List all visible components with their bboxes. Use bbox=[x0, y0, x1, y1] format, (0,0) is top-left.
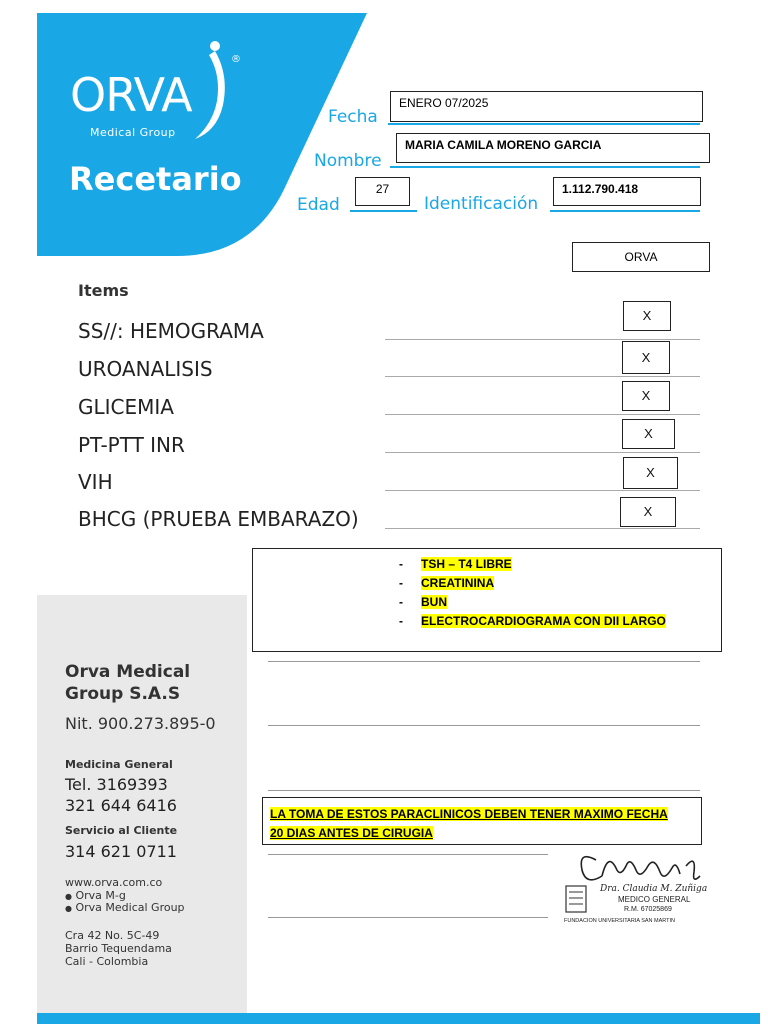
additional-exams-box: - TSH – T4 LIBRE - CREATININA - BUN - ELECTROCARDIOGRAMA CON DII LARGO bbox=[252, 548, 722, 652]
edad-label: Edad bbox=[297, 195, 340, 215]
svg-text:FUNDACION UNIVERSITARIA SAN MA: FUNDACION UNIVERSITARIA SAN MARTIN bbox=[564, 918, 676, 924]
blank-line bbox=[268, 854, 548, 855]
footer-bar bbox=[37, 1013, 760, 1024]
phone-3: 314 621 0711 bbox=[65, 842, 177, 861]
social-icon: ● bbox=[65, 904, 72, 913]
item-line bbox=[385, 490, 700, 491]
identificacion-label: Identificación bbox=[424, 194, 539, 214]
company-name: Orva Medical Group S.A.S bbox=[65, 662, 191, 704]
fecha-label: Fecha bbox=[328, 107, 378, 127]
document-title: Recetario bbox=[69, 160, 242, 198]
item-pt-ptt-inr: PT-PTT INR bbox=[78, 433, 185, 457]
header-blue-panel bbox=[37, 13, 367, 256]
svg-text:MEDICO GENERAL: MEDICO GENERAL bbox=[618, 895, 691, 904]
svg-text:Dra. Claudia M. Zuñiga: Dra. Claudia M. Zuñiga bbox=[600, 884, 708, 894]
item-line bbox=[385, 376, 700, 377]
edad-line bbox=[350, 210, 417, 212]
phone-1: Tel. 3169393 bbox=[65, 775, 168, 794]
fecha-field[interactable]: ENERO 07/2025 bbox=[390, 91, 703, 122]
servicio-cliente-label: Servicio al Cliente bbox=[65, 824, 178, 837]
blank-line bbox=[268, 725, 700, 726]
item-check-bhcg[interactable]: X bbox=[620, 497, 676, 527]
blank-line bbox=[268, 661, 700, 662]
item-vih: VIH bbox=[78, 470, 113, 494]
items-heading: Items bbox=[78, 281, 129, 300]
brand-logo: ORVA bbox=[70, 68, 192, 122]
social-orva-medical-group[interactable]: ● Orva Medical Group bbox=[65, 901, 185, 914]
address-line-2: Barrio Tequendama bbox=[65, 942, 172, 955]
notice-line-2: 20 DIAS ANTES DE CIRUGIA bbox=[270, 826, 433, 840]
notice-line-1: LA TOMA DE ESTOS PARACLINICOS DEBEN TENER MAXIMO FECHA bbox=[270, 807, 668, 821]
medicina-general-label: Medicina General bbox=[65, 758, 173, 771]
identificacion-field[interactable]: 1.112.790.418 bbox=[553, 177, 701, 206]
svg-text:R.M. 67025869: R.M. 67025869 bbox=[624, 906, 672, 913]
brand-subtitle: Medical Group bbox=[90, 126, 176, 139]
item-check-vih[interactable]: X bbox=[623, 457, 678, 489]
phone-2: 321 644 6416 bbox=[65, 796, 177, 815]
item-uroanalisis: UROANALISIS bbox=[78, 357, 213, 381]
item-line bbox=[385, 339, 700, 340]
fecha-line bbox=[388, 123, 700, 125]
registered-mark: ® bbox=[231, 54, 241, 65]
blank-line bbox=[268, 790, 700, 791]
item-check-hemograma[interactable]: X bbox=[623, 301, 671, 331]
item-line bbox=[385, 452, 700, 453]
social-icon: ● bbox=[65, 892, 72, 901]
company-website[interactable]: www.orva.com.co bbox=[65, 876, 163, 889]
social-orva-mg[interactable]: ● Orva M-g bbox=[65, 889, 126, 902]
item-check-glicemia[interactable]: X bbox=[622, 381, 670, 411]
company-nit: Nit. 900.273.895-0 bbox=[65, 714, 216, 733]
identificacion-line bbox=[550, 210, 700, 212]
item-line bbox=[385, 414, 700, 415]
address-line-1: Cra 42 No. 5C-49 bbox=[65, 929, 160, 942]
blank-line bbox=[268, 917, 548, 918]
nombre-line bbox=[390, 166, 700, 168]
edad-field[interactable]: 27 bbox=[355, 177, 410, 206]
nombre-label: Nombre bbox=[314, 151, 382, 171]
item-check-pt-ptt-inr[interactable]: X bbox=[622, 419, 675, 449]
nombre-field[interactable]: MARIA CAMILA MORENO GARCIA bbox=[396, 133, 710, 163]
item-check-uroanalisis[interactable]: X bbox=[622, 341, 670, 374]
address-line-3: Cali - Colombia bbox=[65, 955, 149, 968]
doctor-signature-stamp bbox=[560, 838, 720, 930]
item-bhcg: BHCG (PRUEBA EMBARAZO) bbox=[78, 507, 359, 531]
entity-field[interactable]: ORVA bbox=[572, 242, 710, 272]
item-line bbox=[385, 528, 700, 529]
item-hemograma: SS//: HEMOGRAMA bbox=[78, 319, 264, 343]
item-glicemia: GLICEMIA bbox=[78, 395, 174, 419]
